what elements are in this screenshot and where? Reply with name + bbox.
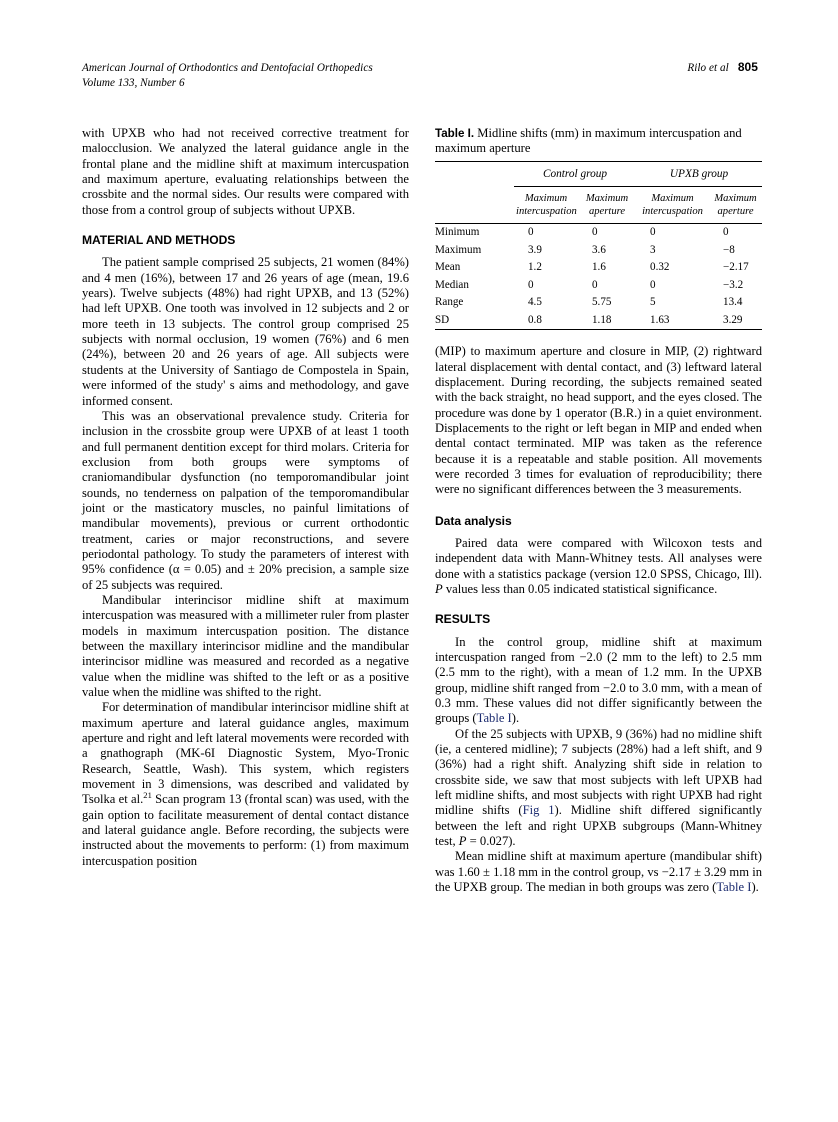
results-text-b1: Of the 25 subjects with UPXB, 9 (36%) had no midline shift (ie, a centered midline); 7 subjects (28%) had a left shift, and 9 (36%) had a right shift. Analyzing shift side in relation to crossbite side, we saw that most subjects with left UPXB had left midline shifts, and most subjects with right UPXB had right midline shifts (: [435, 726, 762, 818]
journal-title: American Journal of Orthodontics and Dentofacial Orthopedics: [82, 62, 373, 74]
cell-maximum-control-intercuspation: 3.9: [528, 243, 542, 256]
results-text-a-end: ).: [511, 711, 520, 726]
table-row: [435, 312, 762, 330]
column-header-upxb-intercuspation: Maximum intercuspation: [642, 193, 703, 217]
group-header-control: Control group: [514, 161, 636, 186]
crossref-fig-1[interactable]: Fig 1: [522, 803, 555, 818]
row-label-sd: SD: [435, 313, 450, 326]
table-row: [435, 294, 762, 312]
paragraph-intro-continued: with UPXB who had not received corrective treatment for malocclusion. We analyzed the lateral guidance angle in the frontal plane and the midline shift at maximum intercuspation and maximum aperture, evaluating relationships between the crossbite and the normal sides. Our results were compared with those from a control group of subjects without UPXB.: [82, 126, 409, 217]
cell-median-control-aperture: 0: [592, 278, 598, 291]
table-caption-text: Midline shifts (mm) in maximum intercuspation and maximum aperture: [435, 126, 742, 156]
column-header-blank: [435, 188, 514, 223]
table-bottom-rule: [435, 330, 762, 331]
results-text-b2: ). Midline shift differed significantly between the left and right UPXB subgroups (Mann-Whitney test,: [435, 803, 762, 849]
gnathograph-text-b: Scan program 13 (frontal scan) was used, with the gain option to facilitate measurement of dental contact distance and lateral guidance angle. Before recording, the subjects were instructed about the movements to perform: (1) from maximum intercuspation position: [82, 792, 409, 868]
paragraph-patient-sample: The patient sample comprised 25 subjects, 21 women (84%) and 4 men (16%), between 17 and 26 years of age (mean, 19.6 years). Twelve subjects (48%) had right UPXB, and 13 (52%) had left UPXB. One tooth was involved in 12 subjects and 2 or more teeth in 13 subjects. The control group comprised 25 subjects with normal occlusion, 19 women (76%) and 6 men (24%), between 20 and 26 years of age. All subjects were students at the University of Santiago de Compostela in Spain, were informed of the study' s aims and methodology, and gave informed consent.: [82, 255, 409, 408]
table-block: [435, 126, 762, 330]
paragraph-results-midline-range: [435, 635, 762, 727]
group-header-upxb: UPXB group: [636, 161, 762, 186]
cell-sd-upxb-intercuspation: 1.63: [650, 313, 670, 326]
table-column-header-row: [435, 188, 762, 223]
heading-material-and-methods: MATERIAL AND METHODS: [82, 233, 236, 248]
row-label-maximum: Maximum: [435, 243, 482, 256]
cell-minimum-control-intercuspation: 0: [514, 223, 578, 241]
cell-mean-upxb-aperture: −2.17: [723, 261, 749, 274]
cell-mean-upxb-intercuspation: 0.32: [650, 261, 670, 274]
right-text-column: [435, 126, 762, 896]
results-text-a: In the control group, midline shift at maximum intercuspation ranged from −2.0 (2 mm to the left) to 2.5 mm (2.5 mm to the right), with a mean of 1.2 mm. In the UPXB group, midline shift ranged from −2.0 to 3.0 mm, with a mean of 0.3 mm. These values did not differ significantly between the groups (: [435, 634, 762, 726]
row-label-mean: Mean: [435, 261, 461, 274]
results-text-c1: Mean midline shift at maximum aperture (mandibular shift) was 1.60 ± 1.18 mm in the control group, vs −2.17 ± 3.29 mm in the UPXB group. The median in both groups was zero (: [435, 849, 762, 895]
cell-range-control-aperture: 5.75: [592, 296, 612, 309]
reference-marker-21: 21: [143, 790, 152, 801]
running-head: [82, 60, 758, 89]
cell-minimum-upxb-intercuspation: 0: [636, 223, 709, 241]
statistics-p-symbol: P: [435, 581, 443, 596]
cell-sd-control-aperture: 1.18: [592, 313, 612, 326]
column-header-control-aperture: Maximum aperture: [585, 193, 629, 217]
paragraph-results-shift-distribution: [435, 727, 762, 850]
row-label-range: Range: [435, 296, 464, 309]
midline-shifts-table: [435, 161, 762, 330]
cell-range-control-intercuspation: 4.5: [528, 296, 542, 309]
crossref-table-1-second[interactable]: Table I: [716, 880, 752, 895]
paragraph-criteria: This was an observational prevalence study. Criteria for inclusion in the crossbite group were UPXB of at least 1 tooth and full permanent dentition except for third molars. Criteria for exclusion from both groups were symptoms of craniomandibular dysfunction (no temporomandibular joint sounds, no tenderness on palpation of the temporomandibular joint or the masticatory muscles, no painful limitations of mandibular movements), previous or current orthodontic treatment, caries or major reconstructions, and severe periodontal pathology. To study the parameters of interest with 95% confidence (α = 0.05) and ± 20% precision, a sample size of 25 subjects was required.: [82, 408, 409, 592]
heading-data-analysis: Data analysis: [435, 513, 512, 528]
column-header-upxb-aperture: Maximum aperture: [714, 193, 757, 217]
table-row: [435, 277, 762, 295]
cell-minimum-control-aperture: 0: [578, 223, 636, 241]
gnathograph-al: al.: [131, 792, 144, 807]
statistics-text-a: Paired data were compared with Wilcoxon tests and independent data with Mann-Whitney tests. All analyses were done with a statistics package (version 12.0 SPSS, Chicago, Ill).: [435, 535, 762, 581]
row-label-minimum: Minimum: [435, 223, 514, 241]
row-label-median: Median: [435, 278, 469, 291]
crossref-table-1[interactable]: Table I: [476, 711, 512, 726]
table-label: Table I.: [435, 127, 475, 140]
table-corner-cell: [435, 161, 514, 186]
table-row: [435, 259, 762, 277]
heading-results: RESULTS: [435, 612, 491, 627]
volume-issue: Volume 133, Number 6: [82, 77, 185, 89]
paragraph-gnathograph: [82, 700, 409, 869]
cell-mean-control-aperture: 1.6: [592, 261, 606, 274]
paragraph-statistics: [435, 536, 762, 597]
results-text-c2: ).: [751, 880, 759, 895]
cell-range-upxb-intercuspation: 5: [650, 296, 656, 309]
table-row: [435, 223, 762, 241]
cell-sd-upxb-aperture: 3.29: [723, 313, 743, 326]
table-caption: [435, 126, 762, 157]
cell-maximum-upxb-intercuspation: 3: [650, 243, 656, 256]
paragraph-midline-measurement: Mandibular interincisor midline shift at maximum intercuspation was measured with a millimeter ruler from plaster models in maximum intercuspation position. The distance between the maxillary interincisor midline and the mandibular interincisor midline was measured and recorded as a negative value when the midline was shifted to the left or as a positive value when the midline was shifted to the right.: [82, 592, 409, 700]
left-text-column: [82, 126, 409, 869]
cell-range-upxb-aperture: 13.4: [723, 296, 743, 309]
cell-median-upxb-intercuspation: 0: [650, 278, 656, 291]
statistics-text-b: values less than 0.05 indicated statistical significance.: [442, 581, 718, 596]
cell-mean-control-intercuspation: 1.2: [528, 261, 542, 274]
table-bottom-rule-cell: [435, 330, 762, 331]
cell-maximum-control-aperture: 3.6: [592, 243, 606, 256]
column-header-control-intercuspation: Maximum intercuspation: [516, 193, 577, 217]
table-row: [435, 242, 762, 260]
paragraph-results-mean-aperture: [435, 849, 762, 895]
running-authors: Rilo et al: [687, 62, 729, 74]
cell-maximum-upxb-aperture: −8: [723, 243, 735, 256]
cell-sd-control-intercuspation: 0.8: [528, 313, 542, 326]
cell-minimum-upxb-aperture: 0: [709, 223, 762, 241]
table-body: [435, 223, 762, 330]
paragraph-procedure: (MIP) to maximum aperture and closure in MIP, (2) rightward lateral displacement with dental contact, and (3) leftward lateral displacement. During recording, the subjects remained seated with the back straight, no head support, and the eyes closed. The procedure was done by 1 operator (B.R.) in a quiet environment. Displacements to the right or left began in MIP and ended when dental contact terminated. MIP was taken as the reference because it is a repeatable and stable position. All movements were recorded 3 times for evaluation of reproducibility; there were no significant differences between the 3 measurements.: [435, 344, 762, 497]
cell-median-control-intercuspation: 0: [528, 278, 534, 291]
gnathograph-text-a: For determination of mandibular interincisor midline shift at maximum aperture and lateral guidance angles, maximum aperture and right and left lateral movements were recorded with a gnathograph (MK-6I Diagnostic System, Myo-Tronic Research, Seattle, Wash). This system, which registers movement in 3 dimensions, was described and validated by Tsolka et: [82, 700, 409, 807]
results-p-symbol: P: [458, 834, 467, 849]
cell-median-upxb-aperture: −3.2: [723, 278, 744, 291]
page-number: 805: [737, 60, 758, 74]
results-text-b3: = 0.027).: [466, 834, 516, 849]
table-group-header-row: [435, 161, 762, 186]
